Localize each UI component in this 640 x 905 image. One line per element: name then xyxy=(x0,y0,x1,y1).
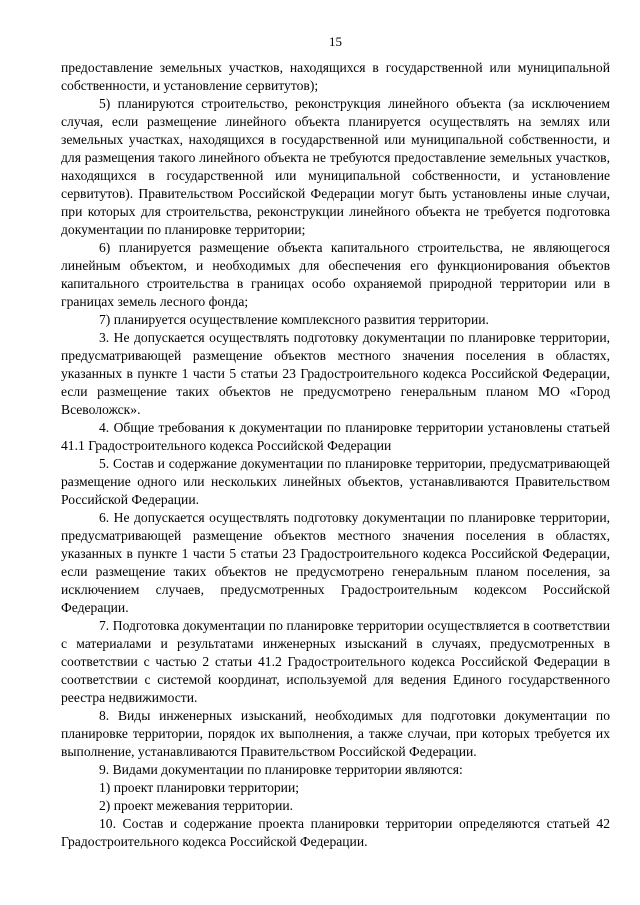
paragraph-clause-10: 10. Состав и содержание проекта планировки территории определяются статьей 42 Градостроительного кодекса Российской Федерации. xyxy=(61,816,610,849)
paragraph-clause-5: 5. Состав и содержание документации по планировке территории, предусматривающей размещение одного или нескольких линейных объектов, устанавливаются Правительством Российской Федерации. xyxy=(61,456,610,507)
paragraph-clause-4: 4. Общие требования к документации по планировке территории установлены статьей 41.1 Градостроительного кодекса Российской Федерации xyxy=(61,420,610,453)
paragraph-clause-7: 7. Подготовка документации по планировке территории осуществляется в соответствии с материалами и результатами инженерных изысканий в случаях, предусмотренных в соответствии с частью 2 статьи 41.2 Градостроительного кодекса Российской Федерации в соответствии с системой координат, используемой для ведения Единого государственного реестра недвижимости. xyxy=(61,618,610,705)
paragraph-list-item-2: 2) проект межевания территории. xyxy=(99,798,294,813)
paragraph-item-7: 7) планируется осуществление комплексного развития территории. xyxy=(99,312,489,327)
paragraph-clause-8: 8. Виды инженерных изысканий, необходимых для подготовки документации по планировке территории, порядок их выполнения, а также случаи, при которых требуется их выполнение, устанавливаются Правительством Российской Федерации. xyxy=(61,708,610,759)
document-page xyxy=(61,34,610,851)
page-number: 15 xyxy=(329,34,342,49)
paragraph-clause-9: 9. Видами документации по планировке территории являются: xyxy=(99,762,463,777)
paragraph-list-item-1: 1) проект планировки территории; xyxy=(99,780,300,795)
paragraph-clause-6: 6. Не допускается осуществлять подготовку документации по планировке территории, предусматривающей размещение объектов местного значения поселения в областях, указанных в пункте 1 части 5 статьи 23 Градостроительного кодекса Российской Федерации, если размещение таких объектов не предусмотрено генеральным планом поселения, за исключением случаев, предусмотренных Градостроительным кодексом Российской Федерации. xyxy=(61,510,610,615)
paragraph-item-6: 6) планируется размещение объекта капитального строительства, не являющегося линейным объектом, и необходимых для обеспечения его функционирования объектов капитального строительства в границах особо охраняемой природной территории или в границах земель лесного фонда; xyxy=(61,240,610,309)
paragraph-item-5: 5) планируются строительство, реконструкция линейного объекта (за исключением случая, если размещение линейного объекта планируется осуществлять на землях или земельных участках, находящихся в государственной или муниципальной собственности, и для размещения такого линейного объекта не требуются предоставление земельных участков, находящихся в государственной или муниципальной собственности, и установление сервитутов). Правительством Российской Федерации могут быть установлены иные случаи, при которых для строительства, реконструкции линейного объекта не требуется подготовка документации по планировке территории; xyxy=(61,96,610,237)
paragraph-clause-3: 3. Не допускается осуществлять подготовку документации по планировке территории, предусматривающей размещение объектов местного значения поселения в областях, указанных в пункте 1 части 5 статьи 23 Градостроительного кодекса Российской Федерации, если размещение таких объектов не предусмотрено генеральным планом МО «Город Всеволожск». xyxy=(61,330,610,417)
paragraph-continuation: предоставление земельных участков, находящихся в государственной или муниципальной собственности, и установление сервитутов); xyxy=(61,60,610,93)
